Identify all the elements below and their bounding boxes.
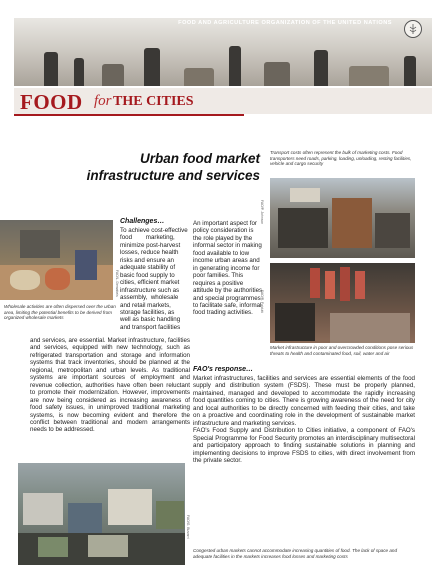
- text-line: food marketing,: [120, 234, 175, 242]
- text-line: minimize post-harvest: [120, 241, 181, 249]
- divider: [14, 114, 244, 116]
- challenges-heading: Challenges…: [120, 218, 165, 225]
- photo-credit: FAO/P. Johnson: [260, 200, 264, 225]
- caption-meat-stall: Market infrastructure in poor and overcrowded conditions pose serious threats to health and contaminated food, soil, water and air: [270, 345, 414, 356]
- text-line: To achieve cost-effective: [120, 227, 188, 234]
- produce-market-photo: [0, 220, 113, 300]
- for-wordmark: for: [94, 93, 112, 109]
- text-line: adequate stability of: [120, 264, 176, 272]
- caption-transport: Transport costs often represent the bulk of marketing costs. Food transporters need roads, parking, loading, unloading, resting facilities, vehicle and cargo security: [270, 150, 412, 167]
- text-line: and transport facilities: [120, 323, 181, 331]
- text-line: and retail markets,: [120, 301, 171, 309]
- photo-credit: FAO/R. Faidutti: [260, 290, 264, 314]
- photo-credit: FAO/L. Dematteis: [115, 270, 119, 297]
- text-line: risks and ensure an: [120, 256, 174, 264]
- congested-market-photo: [18, 463, 185, 565]
- challenges-text: [120, 227, 188, 331]
- response-paragraph-2: FAO's Food Supply and Distribution to Cities initiative, a component of FAO's Special Programme for Food Security promotes an interdisciplinary multisectoral and participatory approach to finding sustainable solutions in planning and implementing decisions to improve FSDS to cities, with direct involvement from the private sector.: [193, 427, 415, 464]
- header-banner-photo: [14, 18, 432, 86]
- text-line: basic food supply to: [120, 271, 175, 279]
- response-heading: FAO's response…: [193, 366, 254, 373]
- meat-stall-photo: [270, 263, 415, 343]
- title-line-2: infrastructure and services: [86, 168, 260, 183]
- text-line: infrastructure such as: [120, 286, 180, 294]
- text-line: cities, efficient market: [120, 279, 180, 287]
- fao-organization-title: FOOD AND AGRICULTURE ORGANIZATION OF THE UNITED NATIONS: [178, 20, 392, 26]
- response-text: [193, 375, 415, 464]
- fao-logo-icon: [404, 20, 422, 38]
- text-line: assembly, wholesale: [120, 294, 179, 302]
- cities-wordmark: THE CITIES: [113, 94, 194, 109]
- caption-wholesale: Wholesale activities are often dispersed over the urban area, limiting the potential benefits to be derived from organized wholesale markets: [4, 304, 116, 321]
- informal-sector-text: An important aspect for policy consideration is the role played by the informal sector in making food available to low income urban areas and in generating income for poor families. This requires a positive attitude by the authorities and special programmes to facilitate safe, informal food trading activities.: [193, 220, 263, 317]
- text-line: storage facilities, as: [120, 308, 175, 316]
- caption-congested-markets: Congested urban markets cannot accommodate increasing quantities of food. The lack of space and adequate facilities in the markets increases food losses and marketing costs: [193, 548, 398, 559]
- page-title: [60, 150, 260, 184]
- title-line-1: Urban food market: [139, 151, 260, 166]
- trucks-photo: [270, 178, 415, 258]
- text-line: well as basic handling: [120, 316, 181, 324]
- challenges-text-continued: and services, are essential. Market infrastructure, facilities and services, equipped with new technology, such as refrigerated transportation and storage and information systems that track inventories, should be planned at the regional, metropolitan and urban levels. As traditional systems are important sources of employment and revenue collection, authorities have often been reluctant to promote their modernization. However, improvements are now being considered as increasing awareness of food safety issues, in unimproved traditional marketing systems, is now becoming evident and therefore the conflict between traditional and modern arrangements needs to be addressed.: [30, 337, 190, 434]
- food-wordmark: FOOD: [20, 90, 83, 114]
- photo-credit: FAO/G. Bizzarri: [186, 515, 190, 539]
- response-paragraph-1: Market infrastructures, facilities and services are essential elements of the food supply and distribution system (FSDS). These must be properly planned, maintained, managed and developed to accommodate the rapidly increasing food quantities coming to cities. There is growing awareness of the need for city and local authorities to be directly concerned with feeding their cities, and take on a proactive and coordinating role in the development of sustainable market infrastructure and marketing services.: [193, 375, 415, 427]
- text-line: losses, reduce health: [120, 249, 179, 257]
